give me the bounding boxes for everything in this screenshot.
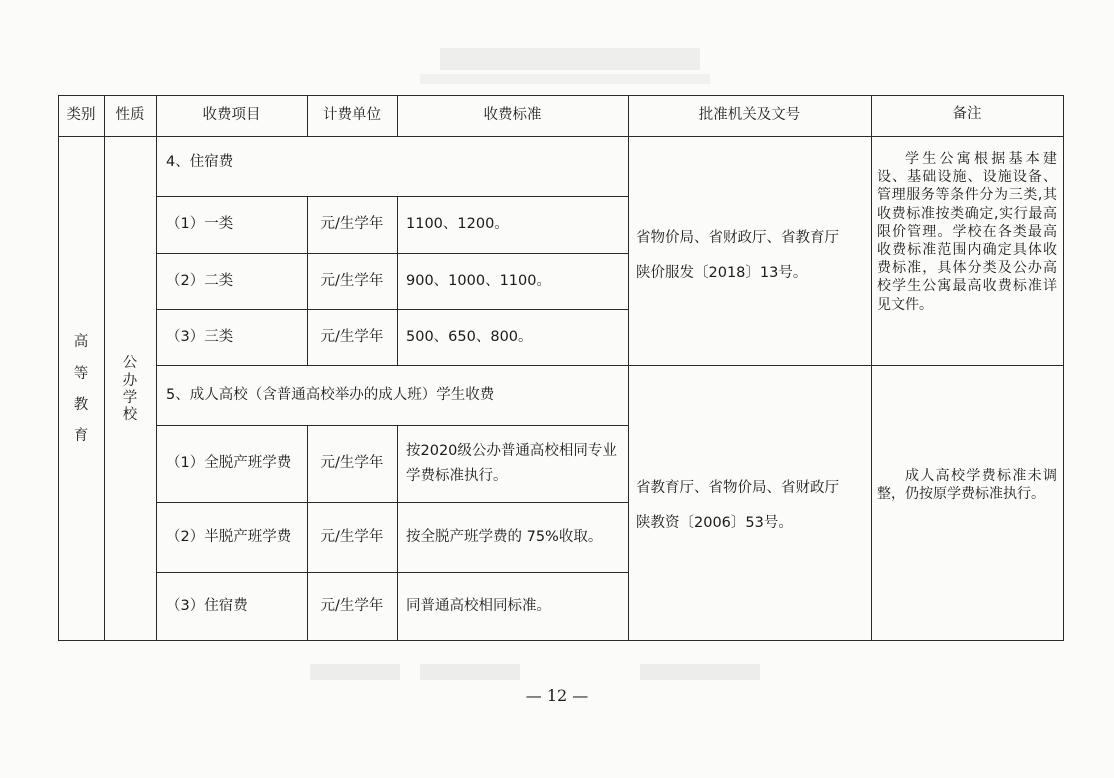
approval-line: 陕价服发〔2018〕13号。	[636, 265, 808, 282]
section5-remark: 成人高校学费标准未调整，仍按原学费标准执行。	[877, 468, 1057, 503]
bleed-through-mark	[310, 664, 400, 680]
header-standard: 收费标准	[483, 107, 542, 124]
table-row-unit: 元/生学年	[320, 597, 384, 614]
header-remark: 备注	[952, 106, 982, 123]
table-row-item: （1）一类	[166, 216, 234, 233]
table-row-standard: 同普通高校相同标准。	[406, 597, 551, 614]
bleed-through-mark	[420, 664, 520, 680]
section4-remark: 学生公寓根据基本建设、基础设施、设施设备、管理服务等条件分为三类,其收费标准按类确定,实行最高限价管理。学校在各类最高收费标准范围内确定具体收费标准，具体分类及公办高校学生公寓最高收费标准详见文件。	[877, 151, 1057, 313]
nature-char: 办	[122, 372, 138, 389]
approval-line: 省物价局、省财政厅、省教育厅	[636, 230, 839, 246]
table-row-unit: 元/生学年	[320, 528, 384, 545]
bleed-through-mark	[440, 48, 700, 70]
table-row-item: （1）全脱产班学费	[166, 455, 292, 472]
table-row-standard: 按2020级公办普通高校相同专业学费标准执行。	[406, 442, 617, 484]
header-approval: 批准机关及文号	[698, 107, 801, 124]
table-row-standard: 按全脱产班学费的 75%收取。	[406, 528, 603, 545]
table-row-item: （2）二类	[166, 272, 234, 289]
page-number: — 12 —	[525, 686, 589, 705]
header-category: 类别	[66, 107, 96, 124]
table-rule	[871, 95, 872, 641]
category-char: 教	[73, 397, 89, 413]
nature-cell	[104, 345, 156, 435]
section5-approval	[636, 478, 868, 534]
category-char: 育	[73, 428, 89, 445]
nature-char: 学	[122, 390, 138, 406]
table-row-item: （2）半脱产班学费	[166, 528, 292, 545]
table-row-unit: 元/生学年	[320, 328, 384, 345]
table-row-unit: 元/生学年	[320, 455, 384, 472]
category-cell	[58, 320, 104, 460]
section4-title: 4、住宿费	[166, 153, 234, 170]
header-nature: 性质	[115, 107, 145, 124]
section4-approval	[636, 228, 868, 284]
header-unit: 计费单位	[323, 107, 381, 124]
table-row-unit: 元/生学年	[320, 216, 384, 233]
table-border-bottom	[58, 640, 1064, 641]
table-row-unit: 元/生学年	[320, 272, 384, 289]
table-row-standard: 900、1000、1100。	[406, 272, 551, 289]
approval-line: 省教育厅、省物价局、省财政厅	[636, 480, 839, 496]
section5-title: 5、成人高校（含普通高校举办的成人班）学生收费	[166, 386, 495, 403]
table-row-item: （3）住宿费	[166, 597, 248, 614]
table-row-item: （3）三类	[166, 328, 234, 345]
nature-char: 公	[122, 355, 138, 372]
bleed-through-mark	[640, 664, 760, 680]
approval-line: 陕教资〔2006〕53号。	[636, 515, 793, 532]
table-row-standard: 1100、1200。	[406, 216, 509, 233]
nature-char: 校	[122, 407, 138, 424]
table-border-right	[1063, 95, 1064, 641]
bleed-through-mark	[420, 74, 710, 84]
table-row-standard: 500、650、800。	[406, 328, 533, 345]
table-rule	[628, 95, 629, 641]
category-char: 高	[73, 334, 89, 351]
category-char: 等	[73, 365, 89, 382]
header-item: 收费项目	[202, 107, 261, 124]
